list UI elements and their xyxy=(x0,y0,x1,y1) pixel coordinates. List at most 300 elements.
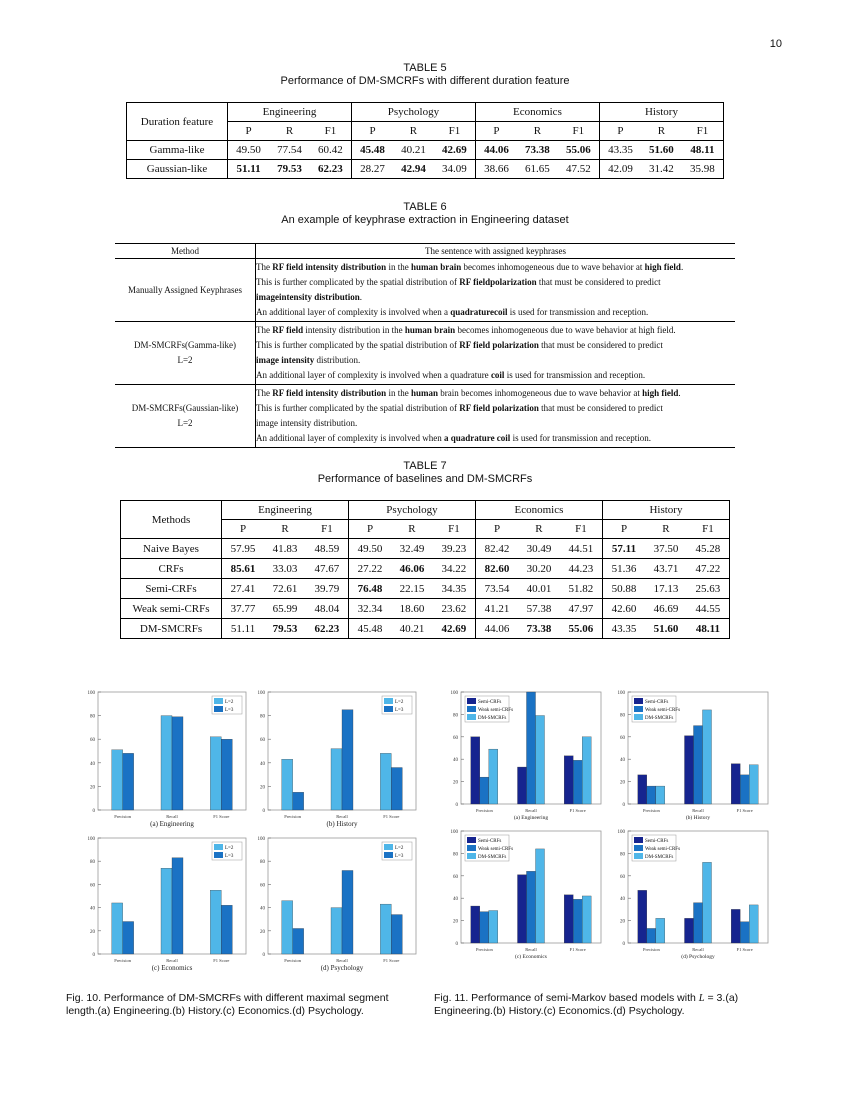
bar xyxy=(536,849,545,943)
x-tick-label: Recall xyxy=(525,808,537,813)
bar xyxy=(331,908,342,954)
legend-label: Weak semi-CRFs xyxy=(478,847,514,852)
y-tick-label: 40 xyxy=(260,761,265,767)
legend-swatch xyxy=(634,706,643,712)
table7-cell: 42.60 xyxy=(602,599,645,619)
table7-cell: 62.23 xyxy=(306,619,349,639)
legend-label: Semi-CRFs xyxy=(645,839,669,844)
y-tick-label: 20 xyxy=(620,780,625,786)
chart-panel xyxy=(88,837,247,972)
bar xyxy=(647,928,656,943)
table7-cell: 43.35 xyxy=(602,619,645,639)
keyphrase: imageintensity distribution xyxy=(256,292,360,302)
table7-row-name: Semi-CRFs xyxy=(121,579,222,599)
bar xyxy=(527,692,536,804)
x-tick-label: F1 Score xyxy=(213,958,230,963)
bar xyxy=(471,737,480,804)
y-tick-label: 100 xyxy=(87,691,95,696)
table5-cell: 51.60 xyxy=(649,144,674,156)
table7-row xyxy=(121,579,730,599)
table5-subhead-r: R xyxy=(393,122,434,141)
table5-subhead-p: P xyxy=(475,122,517,141)
x-tick-label: F1 Score xyxy=(569,808,586,813)
panel-caption: (c) Economics xyxy=(151,964,193,972)
table6-sentence-cell xyxy=(256,385,736,448)
table7-subhead-r: R xyxy=(391,520,433,539)
bar xyxy=(112,750,123,810)
table7-subhead-f1: F1 xyxy=(433,520,476,539)
table7-cell: 30.20 xyxy=(518,559,560,579)
y-tick-label: 60 xyxy=(260,738,265,744)
panel-caption: (b) History xyxy=(326,820,358,828)
chart-panel xyxy=(258,691,417,828)
sentence-text: is used for transmission and reception. xyxy=(504,370,646,380)
legend-label: DM-SMCRFs xyxy=(478,716,507,721)
fig11-caption-line2: Engineering.(b) History.(c) Economics.(d) Psychology. xyxy=(434,1005,685,1017)
table7-cell: 82.60 xyxy=(475,559,518,579)
keyphrase: image intensity xyxy=(256,355,315,365)
x-tick-label: Recall xyxy=(525,947,537,952)
table7-cell: 41.83 xyxy=(272,542,298,555)
y-tick-label: 0 xyxy=(262,953,265,958)
bar xyxy=(740,922,749,943)
table7-cell: 44.06 xyxy=(475,619,518,639)
table6-col-method: Method xyxy=(115,244,256,259)
bar xyxy=(172,717,183,810)
table6-title: An example of keyphrase extraction in Engineering dataset xyxy=(281,214,569,226)
y-tick-label: 40 xyxy=(453,897,458,903)
table6-method-line: Manually Assigned Keyphrases xyxy=(128,284,242,295)
table6-sentence-line xyxy=(256,290,735,305)
x-tick-label: Precision xyxy=(284,814,302,819)
y-tick-label: 100 xyxy=(450,691,458,696)
table6-sentence-line xyxy=(256,368,735,383)
bar xyxy=(489,911,498,943)
keyphrase: human brain xyxy=(404,325,456,335)
table7-caption xyxy=(0,460,850,486)
bar xyxy=(638,890,647,943)
table7-row-name: CRFs xyxy=(121,559,222,579)
x-tick-label: Recall xyxy=(166,958,178,963)
table6-method-line: DM-SMCRFs(Gaussian-like) xyxy=(131,403,239,413)
x-tick-label: Precision xyxy=(642,808,660,813)
fig11-caption-suffix: .(a) xyxy=(722,992,739,1004)
legend-label: Weak semi-CRFs xyxy=(478,708,514,713)
table7-cell: 25.63 xyxy=(687,579,730,599)
table6 xyxy=(115,243,735,448)
y-tick-label: 20 xyxy=(90,929,95,935)
sentence-text: brain becomes inhomogeneous due to wave behavior at xyxy=(437,388,643,398)
table6-label: TABLE 6 xyxy=(403,201,447,213)
y-tick-label: 60 xyxy=(453,874,458,880)
keyphrase: RF field intensity distribution xyxy=(272,262,387,272)
table5-subhead-p: P xyxy=(599,122,641,141)
panel-caption: (a) Engineering xyxy=(150,820,194,828)
x-tick-label: Recall xyxy=(336,958,348,963)
x-tick-label: F1 Score xyxy=(213,814,230,819)
table7-subhead-r: R xyxy=(264,520,306,539)
table7-cell: 47.97 xyxy=(560,599,603,619)
legend-label: L=3 xyxy=(225,854,234,859)
bar xyxy=(391,768,402,810)
y-tick-label: 60 xyxy=(260,883,265,889)
table7-row-name: DM-SMCRFs xyxy=(121,619,222,639)
sentence-text: becomes inhomogeneous due to wave behavior at xyxy=(461,262,645,272)
table7-cell: 51.82 xyxy=(560,579,603,599)
table5-cell: 73.38 xyxy=(525,144,550,156)
table5-subhead-p: P xyxy=(228,122,270,141)
legend-swatch xyxy=(634,714,643,720)
table7-cell: 40.01 xyxy=(518,579,560,599)
table7-label: TABLE 7 xyxy=(403,460,447,472)
bar xyxy=(471,906,480,943)
table5-cell: 49.50 xyxy=(228,141,270,160)
legend-label: L=3 xyxy=(395,708,404,713)
table7-subhead-p: P xyxy=(475,520,518,539)
table7-cell: 82.42 xyxy=(475,539,518,559)
legend-label: L=3 xyxy=(395,854,404,859)
chart-panel xyxy=(618,691,769,821)
y-tick-label: 80 xyxy=(90,860,95,866)
table7-cell: 42.69 xyxy=(433,619,476,639)
bar xyxy=(638,775,647,804)
bar xyxy=(112,903,123,954)
table6-method-cell xyxy=(115,385,256,448)
table7-cell: 47.67 xyxy=(306,559,349,579)
table6-sentence-line xyxy=(256,353,735,368)
sentence-text: This is further complicated by the spatial distribution of xyxy=(256,340,460,350)
table7-cell: 51.11 xyxy=(222,619,265,639)
table7-grid xyxy=(120,500,730,639)
legend-swatch xyxy=(467,698,476,704)
legend-swatch xyxy=(467,706,476,712)
x-tick-label: Precision xyxy=(475,947,493,952)
table5-row-name: Gaussian-like xyxy=(127,160,228,179)
y-tick-label: 80 xyxy=(620,713,625,719)
table7-cell: 65.99 xyxy=(264,599,306,619)
keyphrase: RF field xyxy=(272,325,304,335)
bar xyxy=(573,760,582,804)
table6-method-line: DM-SMCRFs(Gamma-like) xyxy=(134,340,236,350)
legend-label: L=3 xyxy=(225,708,234,713)
sentence-text: in the xyxy=(386,388,411,398)
table5-group-header xyxy=(127,103,724,122)
legend-swatch xyxy=(214,698,223,704)
x-tick-label: Precision xyxy=(284,958,302,963)
y-tick-label: 0 xyxy=(262,809,265,814)
table7-group-engineering: Engineering xyxy=(222,501,349,520)
table7-subhead-p: P xyxy=(222,520,265,539)
table5-label: TABLE 5 xyxy=(403,62,447,74)
keyphrase: high field xyxy=(642,388,679,398)
bar xyxy=(161,716,172,810)
bar xyxy=(489,749,498,804)
legend-swatch xyxy=(467,714,476,720)
table7-cell: 27.41 xyxy=(222,579,265,599)
bar xyxy=(685,918,694,943)
panel-caption: (b) History xyxy=(685,815,711,821)
sentence-text: . xyxy=(359,292,363,302)
bar xyxy=(391,915,402,954)
y-tick-label: 20 xyxy=(260,785,265,791)
table7-cell: 17.13 xyxy=(645,579,687,599)
table7-row xyxy=(121,539,730,559)
table7-cell: 37.50 xyxy=(653,542,679,555)
table6-block xyxy=(115,322,735,385)
legend-label: DM-SMCRFs xyxy=(478,855,507,860)
sentence-text: An additional layer of complexity is involved when xyxy=(256,433,444,443)
sentence-text: The xyxy=(256,388,273,398)
table7-row xyxy=(121,619,730,639)
table7-cell: 55.06 xyxy=(560,619,603,639)
table7-group-psychology: Psychology xyxy=(348,501,475,520)
bar xyxy=(694,903,703,943)
y-tick-label: 80 xyxy=(260,860,265,866)
table7-cell: 73.38 xyxy=(518,619,560,639)
fig10-caption xyxy=(66,992,416,1018)
table6-header xyxy=(115,244,735,259)
table5-cell: 38.66 xyxy=(475,160,517,179)
sentence-text: becomes inhomogeneous due to wave behavior at high field. xyxy=(455,325,676,335)
table5-cell: 77.54 xyxy=(277,144,302,156)
table7-cell: 46.69 xyxy=(645,599,687,619)
table7-cell: 44.23 xyxy=(560,559,603,579)
legend-label: L=2 xyxy=(225,700,234,705)
table7-cell: 45.28 xyxy=(695,542,721,555)
sentence-text: in the xyxy=(386,262,411,272)
table7-subhead-r: R xyxy=(645,520,687,539)
y-tick-label: 40 xyxy=(453,758,458,764)
table7-corner: Methods xyxy=(121,501,222,539)
table7 xyxy=(120,500,730,639)
table7-group-header xyxy=(121,501,730,520)
table5-cell: 60.42 xyxy=(318,144,343,156)
x-tick-label: F1 Score xyxy=(736,808,753,813)
table5-group-psychology: Psychology xyxy=(351,103,475,122)
sentence-text: An additional layer of complexity is involved when a quadrature xyxy=(256,370,491,380)
y-tick-label: 0 xyxy=(92,809,95,814)
table7-cell: 34.22 xyxy=(433,559,476,579)
y-tick-label: 0 xyxy=(622,942,625,947)
x-tick-label: F1 Score xyxy=(383,814,400,819)
legend-swatch xyxy=(634,698,643,704)
table6-method-cell xyxy=(115,259,256,322)
bar xyxy=(282,759,293,810)
table7-cell: 43.71 xyxy=(645,559,687,579)
table5-cell: 42.94 xyxy=(393,160,434,179)
table5-cell: 62.23 xyxy=(310,160,352,179)
bar xyxy=(740,775,749,804)
table5-group-engineering: Engineering xyxy=(228,103,352,122)
table7-cell: 32.34 xyxy=(348,599,391,619)
bar xyxy=(582,737,591,804)
panel-caption: (d) Psychology xyxy=(320,964,364,972)
table7-cell: 40.21 xyxy=(391,619,433,639)
sentence-text: The xyxy=(256,262,273,272)
legend-swatch xyxy=(214,844,223,850)
sentence-text: The xyxy=(256,325,273,335)
bar xyxy=(480,912,489,943)
table5-subhead-r: R xyxy=(641,122,682,141)
y-tick-label: 100 xyxy=(617,691,625,696)
keyphrase: high field xyxy=(644,262,681,272)
table5-group-economics: Economics xyxy=(475,103,599,122)
y-tick-label: 20 xyxy=(453,780,458,786)
fig11-caption xyxy=(434,992,794,1018)
y-tick-label: 60 xyxy=(453,735,458,741)
table7-cell: 30.49 xyxy=(526,542,552,555)
x-tick-label: F1 Score xyxy=(383,958,400,963)
table5-cell: 28.27 xyxy=(351,160,393,179)
table5-subhead-f1: F1 xyxy=(434,122,476,141)
table5-cell: 48.11 xyxy=(690,144,715,156)
bar xyxy=(293,792,304,810)
table7-row-name: Naive Bayes xyxy=(121,539,222,559)
sentence-text: This is further complicated by the spatial distribution of xyxy=(256,403,460,413)
sentence-text: image intensity distribution. xyxy=(256,418,358,428)
table5-subhead-r: R xyxy=(269,122,310,141)
table7-cell: 76.48 xyxy=(348,579,391,599)
table6-sentence-cell xyxy=(256,322,736,385)
table5 xyxy=(126,102,724,179)
chart-panel xyxy=(88,691,247,828)
table7-cell: 48.11 xyxy=(687,619,730,639)
fig10-caption-line1: Fig. 10. Performance of DM-SMCRFs with different maximal segment xyxy=(66,992,389,1004)
sentence-text: . xyxy=(680,262,684,272)
table6-grid xyxy=(115,243,735,448)
bar xyxy=(685,736,694,804)
table5-row-name: Gamma-like xyxy=(127,141,228,160)
table5-cell: 31.42 xyxy=(641,160,682,179)
chart-panel xyxy=(258,837,417,972)
bar xyxy=(749,905,758,943)
table5-cell: 35.98 xyxy=(682,160,724,179)
table6-method-line: L=2 xyxy=(177,355,193,365)
table5-corner: Duration feature xyxy=(127,103,228,141)
keyphrase: RF field intensity distribution xyxy=(272,388,387,398)
table5-subhead-r: R xyxy=(517,122,558,141)
legend-swatch xyxy=(467,837,476,843)
table7-cell: 57.95 xyxy=(222,539,265,559)
legend-swatch xyxy=(634,845,643,851)
x-tick-label: Recall xyxy=(336,814,348,819)
table7-subhead-f1: F1 xyxy=(687,520,730,539)
x-tick-label: Precision xyxy=(114,958,132,963)
table7-subhead-f1: F1 xyxy=(306,520,349,539)
table6-sentence-line xyxy=(256,386,735,401)
x-tick-label: Recall xyxy=(692,808,704,813)
bar xyxy=(564,895,573,943)
keyphrase: RF field polarization xyxy=(459,403,539,413)
bar xyxy=(380,904,391,954)
table5-title: Performance of DM-SMCRFs with different duration feature xyxy=(280,75,570,87)
y-tick-label: 40 xyxy=(620,897,625,903)
table6-sentence-line xyxy=(256,431,735,446)
table5-cell: 34.09 xyxy=(434,160,476,179)
bar xyxy=(536,716,545,804)
y-tick-label: 0 xyxy=(622,803,625,808)
legend-label: L=2 xyxy=(225,846,234,851)
y-tick-label: 100 xyxy=(450,830,458,835)
sentence-text: An additional layer of complexity is involved when a xyxy=(256,307,451,317)
bar xyxy=(731,764,740,804)
table5-cell: 42.09 xyxy=(599,160,641,179)
table5-cell: 61.65 xyxy=(517,160,558,179)
table6-sentence-line xyxy=(256,323,735,338)
table7-row xyxy=(121,559,730,579)
bar xyxy=(582,896,591,943)
sentence-text: that must be considered to predict xyxy=(536,277,661,287)
table6-caption xyxy=(0,201,850,227)
y-tick-label: 20 xyxy=(260,929,265,935)
table7-subhead-r: R xyxy=(518,520,560,539)
table7-cell: 34.35 xyxy=(433,579,476,599)
y-tick-label: 60 xyxy=(90,738,95,744)
legend-label: L=2 xyxy=(395,700,404,705)
y-tick-label: 20 xyxy=(620,919,625,925)
table5-subhead-f1: F1 xyxy=(682,122,724,141)
sentence-text: intensity distribution in the xyxy=(303,325,405,335)
legend-swatch xyxy=(467,853,476,859)
keyphrase: human brain xyxy=(410,262,462,272)
table7-cell: 85.61 xyxy=(222,559,265,579)
table5-cell: 40.21 xyxy=(401,144,426,156)
x-tick-label: Recall xyxy=(692,947,704,952)
table7-cell: 48.04 xyxy=(306,599,349,619)
table6-sentence-line xyxy=(256,338,735,353)
legend-label: DM-SMCRFs xyxy=(645,716,674,721)
keyphrase: RF fieldpolarization xyxy=(459,277,537,287)
bar xyxy=(527,871,536,943)
table7-subhead-f1: F1 xyxy=(560,520,603,539)
table7-subhead-p: P xyxy=(348,520,391,539)
legend-swatch xyxy=(467,845,476,851)
table5-cell: 79.53 xyxy=(269,160,310,179)
table7-cell: 73.54 xyxy=(475,579,518,599)
x-tick-label: F1 Score xyxy=(736,947,753,952)
chart-panel xyxy=(618,830,769,960)
bar xyxy=(342,870,353,954)
table6-method-cell xyxy=(115,322,256,385)
legend-label: Semi-CRFs xyxy=(478,839,502,844)
table5-caption xyxy=(0,62,850,88)
table7-cell: 45.48 xyxy=(348,619,391,639)
sentence-text: distribution. xyxy=(314,355,361,365)
fig11-caption-math-eq: = 3 xyxy=(704,992,723,1004)
table7-cell: 44.51 xyxy=(568,542,594,555)
bar xyxy=(749,765,758,804)
bar xyxy=(694,726,703,804)
bar xyxy=(573,899,582,943)
table7-cell: 27.22 xyxy=(348,559,391,579)
keyphrase: coil xyxy=(490,370,505,380)
bar xyxy=(342,710,353,810)
table7-group-history: History xyxy=(602,501,729,520)
bar xyxy=(656,918,665,943)
y-tick-label: 20 xyxy=(453,919,458,925)
table7-cell: 57.38 xyxy=(518,599,560,619)
table7-cell: 49.50 xyxy=(348,539,391,559)
sentence-text: is used for transmission and reception. xyxy=(507,307,649,317)
table7-cell: 39.23 xyxy=(441,542,467,555)
keyphrase: RF field polarization xyxy=(459,340,539,350)
table5-grid xyxy=(126,102,724,179)
table7-subhead-p: P xyxy=(602,520,645,539)
bar xyxy=(161,868,172,954)
bar xyxy=(221,739,232,810)
fig11-caption-prefix: Fig. 11. Performance of semi-Markov based models with xyxy=(434,992,699,1004)
y-tick-label: 20 xyxy=(90,785,95,791)
